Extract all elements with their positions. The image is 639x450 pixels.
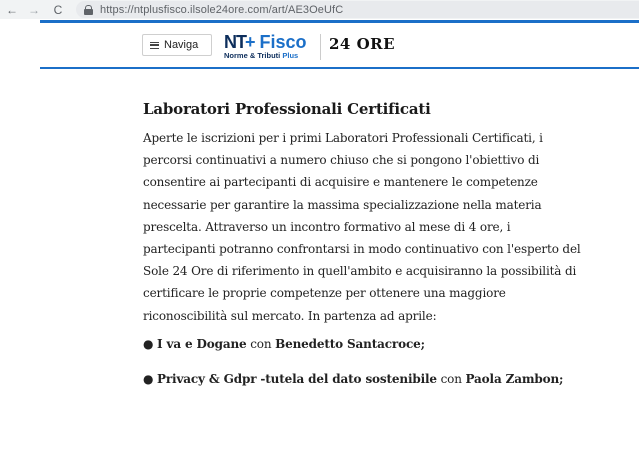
forward-arrow-icon[interactable]: → [28, 2, 40, 17]
logo-subtitle-main: Norme & Tributi [224, 51, 281, 60]
url-text[interactable]: https://ntplusfisco.ilsole24ore.com/art/AE3OeUfC [100, 3, 344, 16]
list-item: ● I va e Dogane con Benedetto Santacroce; [143, 336, 425, 351]
course-list [143, 335, 583, 388]
course-teacher: Benedetto Santacroce; [275, 336, 425, 351]
logo-fisco-text: Fisco [259, 32, 307, 52]
connector-text: con [250, 336, 272, 351]
list-item: ● Privacy & Gdpr -tutela del dato sostenibile con Paola Zambon; [143, 371, 564, 386]
hamburger-menu-icon [150, 42, 159, 49]
naviga-label: Naviga [164, 39, 199, 51]
nt-plus-fisco-logo[interactable] [224, 33, 307, 61]
article [143, 100, 583, 405]
course-teacher: Paola Zambon; [465, 371, 564, 386]
lock-icon[interactable] [84, 5, 93, 15]
course-topic: Privacy & Gdpr -tutela del dato sostenibile [157, 371, 437, 386]
address-bar[interactable] [76, 1, 639, 18]
logo-plus-text: + [245, 32, 256, 52]
reload-icon[interactable]: C [53, 2, 63, 17]
logo-subtitle-plus: Plus [282, 51, 299, 60]
browser-toolbar [0, 0, 639, 19]
back-arrow-icon[interactable]: ← [6, 2, 18, 17]
logo-nt-text: NT [224, 32, 246, 52]
sole-24-ore-logo[interactable]: 24 ORE [329, 35, 396, 53]
course-topic: I va e Dogane [157, 336, 247, 351]
article-title: Laboratori Professionali Certificati [143, 100, 431, 118]
site-header [40, 23, 639, 69]
article-body: Aperte le iscrizioni per i primi Laboratori Professionali Certificati, i percorsi continuativi a numero chiuso che si pongono l'obiettivo di consentire ai partecipanti di acquisire e mantenere le competenze necessarie per garantire la massima specializzazione nella materia prescelta. Attraverso un incontro formativo al mese di 4 ore, i partecipanti potranno confrontarsi in modo continuativo con l'esperto del Sole 24 Ore di riferimento in quell'ambito e acquisiranno la possibilità di certificare le proprie competenze per ottenere una maggiore riconoscibilità sul mercato. In partenza ad aprile: [143, 131, 581, 323]
logo-divider [320, 34, 321, 60]
naviga-menu-button[interactable] [142, 34, 212, 56]
connector-text: con [440, 371, 462, 386]
logo-subtitle [224, 51, 298, 60]
